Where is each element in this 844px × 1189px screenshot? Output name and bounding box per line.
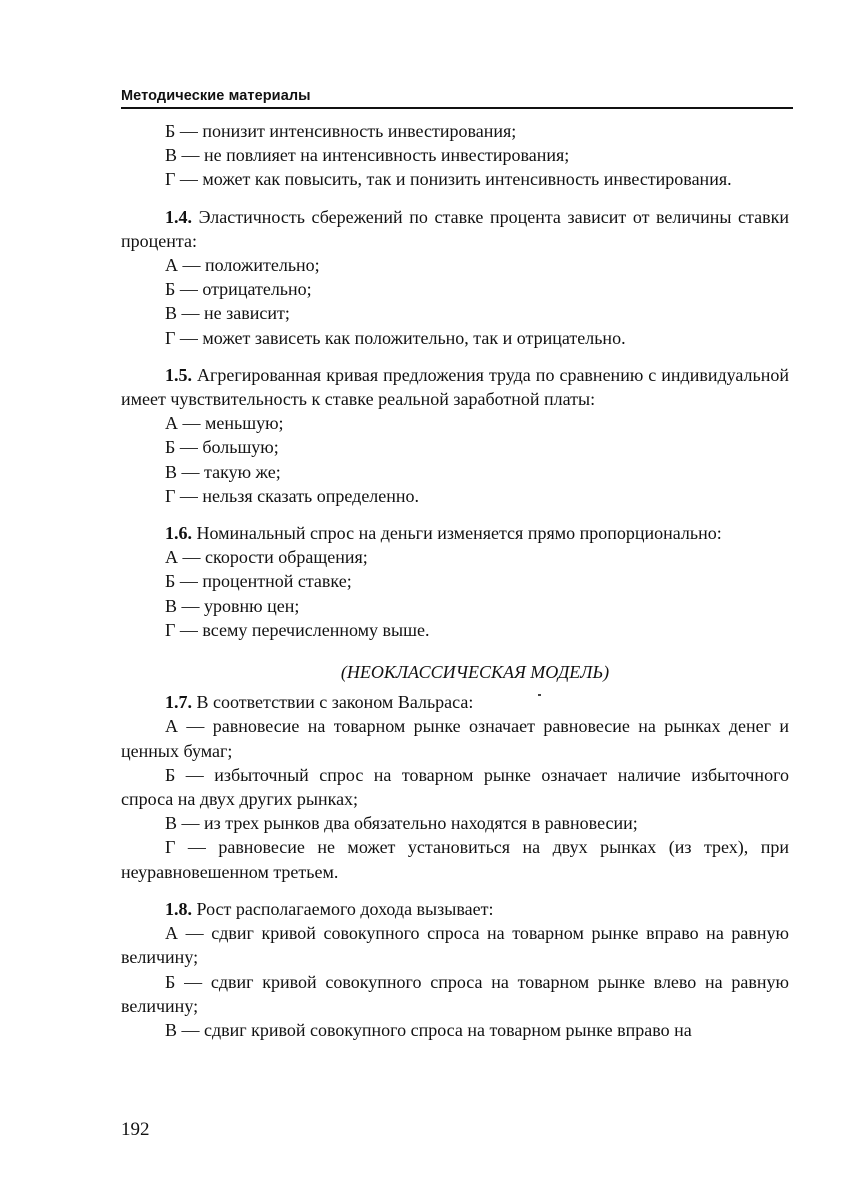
option-a: А — положительно; [165, 255, 320, 276]
section-heading: (НЕОКЛАССИЧЕСКАЯ МОДЕЛЬ) [340, 662, 610, 683]
option-b: Б — процентной ставке; [165, 571, 352, 592]
question-number: 1.8. [165, 898, 192, 919]
option-a: А — сдвиг кривой совокупного спроса на товарном рынке вправо на равную величину; [121, 923, 789, 968]
question-1-6 [121, 521, 789, 545]
running-header-title: Методические материалы [121, 88, 311, 104]
option-v: В — такую же; [165, 461, 281, 482]
question-number: 1.7. [165, 692, 192, 713]
option-v: В — сдвиг кривой совокупного спроса на товарном рынке вправо на [165, 1019, 692, 1040]
option-v: В — уровню цен; [165, 595, 300, 616]
option-b: Б — большую; [165, 437, 279, 458]
option-g: Г — может зависеть как положительно, так и отрицательно. [165, 327, 626, 348]
scan-speck [538, 694, 541, 696]
question-1-5 [121, 363, 789, 411]
option-g: Г — всему перечисленному выше. [165, 619, 430, 640]
question-number: 1.6. [165, 523, 192, 544]
option-a: А — скорости обращения; [165, 547, 368, 568]
option-b: Б — понизит интенсивность инвестирования; [165, 121, 517, 141]
question-text: Рост располагаемого дохода вызывает: [192, 898, 494, 919]
option-b: Б — сдвиг кривой совокупного спроса на товарном рынке влево на равную величину; [121, 971, 789, 1016]
question-text: Эластичность сбережений по ставке процента зависит от величины ставки процента: [121, 206, 789, 251]
option-v: В — не повлияет на интенсивность инвестирования; [165, 145, 570, 166]
option-b: Б — отрицательно; [165, 279, 312, 300]
page-number: 192 [121, 1119, 150, 1140]
option-v: В — из трех рынков два обязательно находятся в равновесии; [165, 813, 638, 834]
question-number: 1.5. [165, 364, 192, 385]
question-1-7 [121, 690, 789, 714]
option-a: А — равновесие на товарном рынке означает равновесие на рынках денег и ценных бумаг; [121, 716, 789, 761]
option-g: Г — нельзя сказать определенно. [165, 485, 420, 506]
question-text: Номинальный спрос на деньги изменяется прямо пропорционально: [192, 523, 722, 544]
option-g: Г — может как повысить, так и понизить интенсивность инвестирования. [165, 169, 732, 190]
question-text: Агрегированная кривая предложения труда по сравнению с индивидуальной имеет чувствительность к ставке реальной заработной платы: [121, 364, 789, 410]
question-number: 1.4. [165, 206, 192, 227]
page-body [121, 119, 789, 1042]
option-g: Г — равновесие не может установиться на двух рынках (из трех), при неуравновешенном третьем. [121, 837, 789, 882]
question-text: В соответствии с законом Вальраса: [192, 692, 474, 713]
question-1-4 [121, 205, 789, 253]
running-header [121, 87, 793, 109]
option-b: Б — избыточный спрос на товарном рынке означает наличие избыточного спроса на двух других рынках; [121, 764, 789, 810]
option-a: А — меньшую; [165, 413, 284, 434]
question-1-8 [121, 897, 789, 921]
option-v: В — не зависит; [165, 303, 290, 324]
